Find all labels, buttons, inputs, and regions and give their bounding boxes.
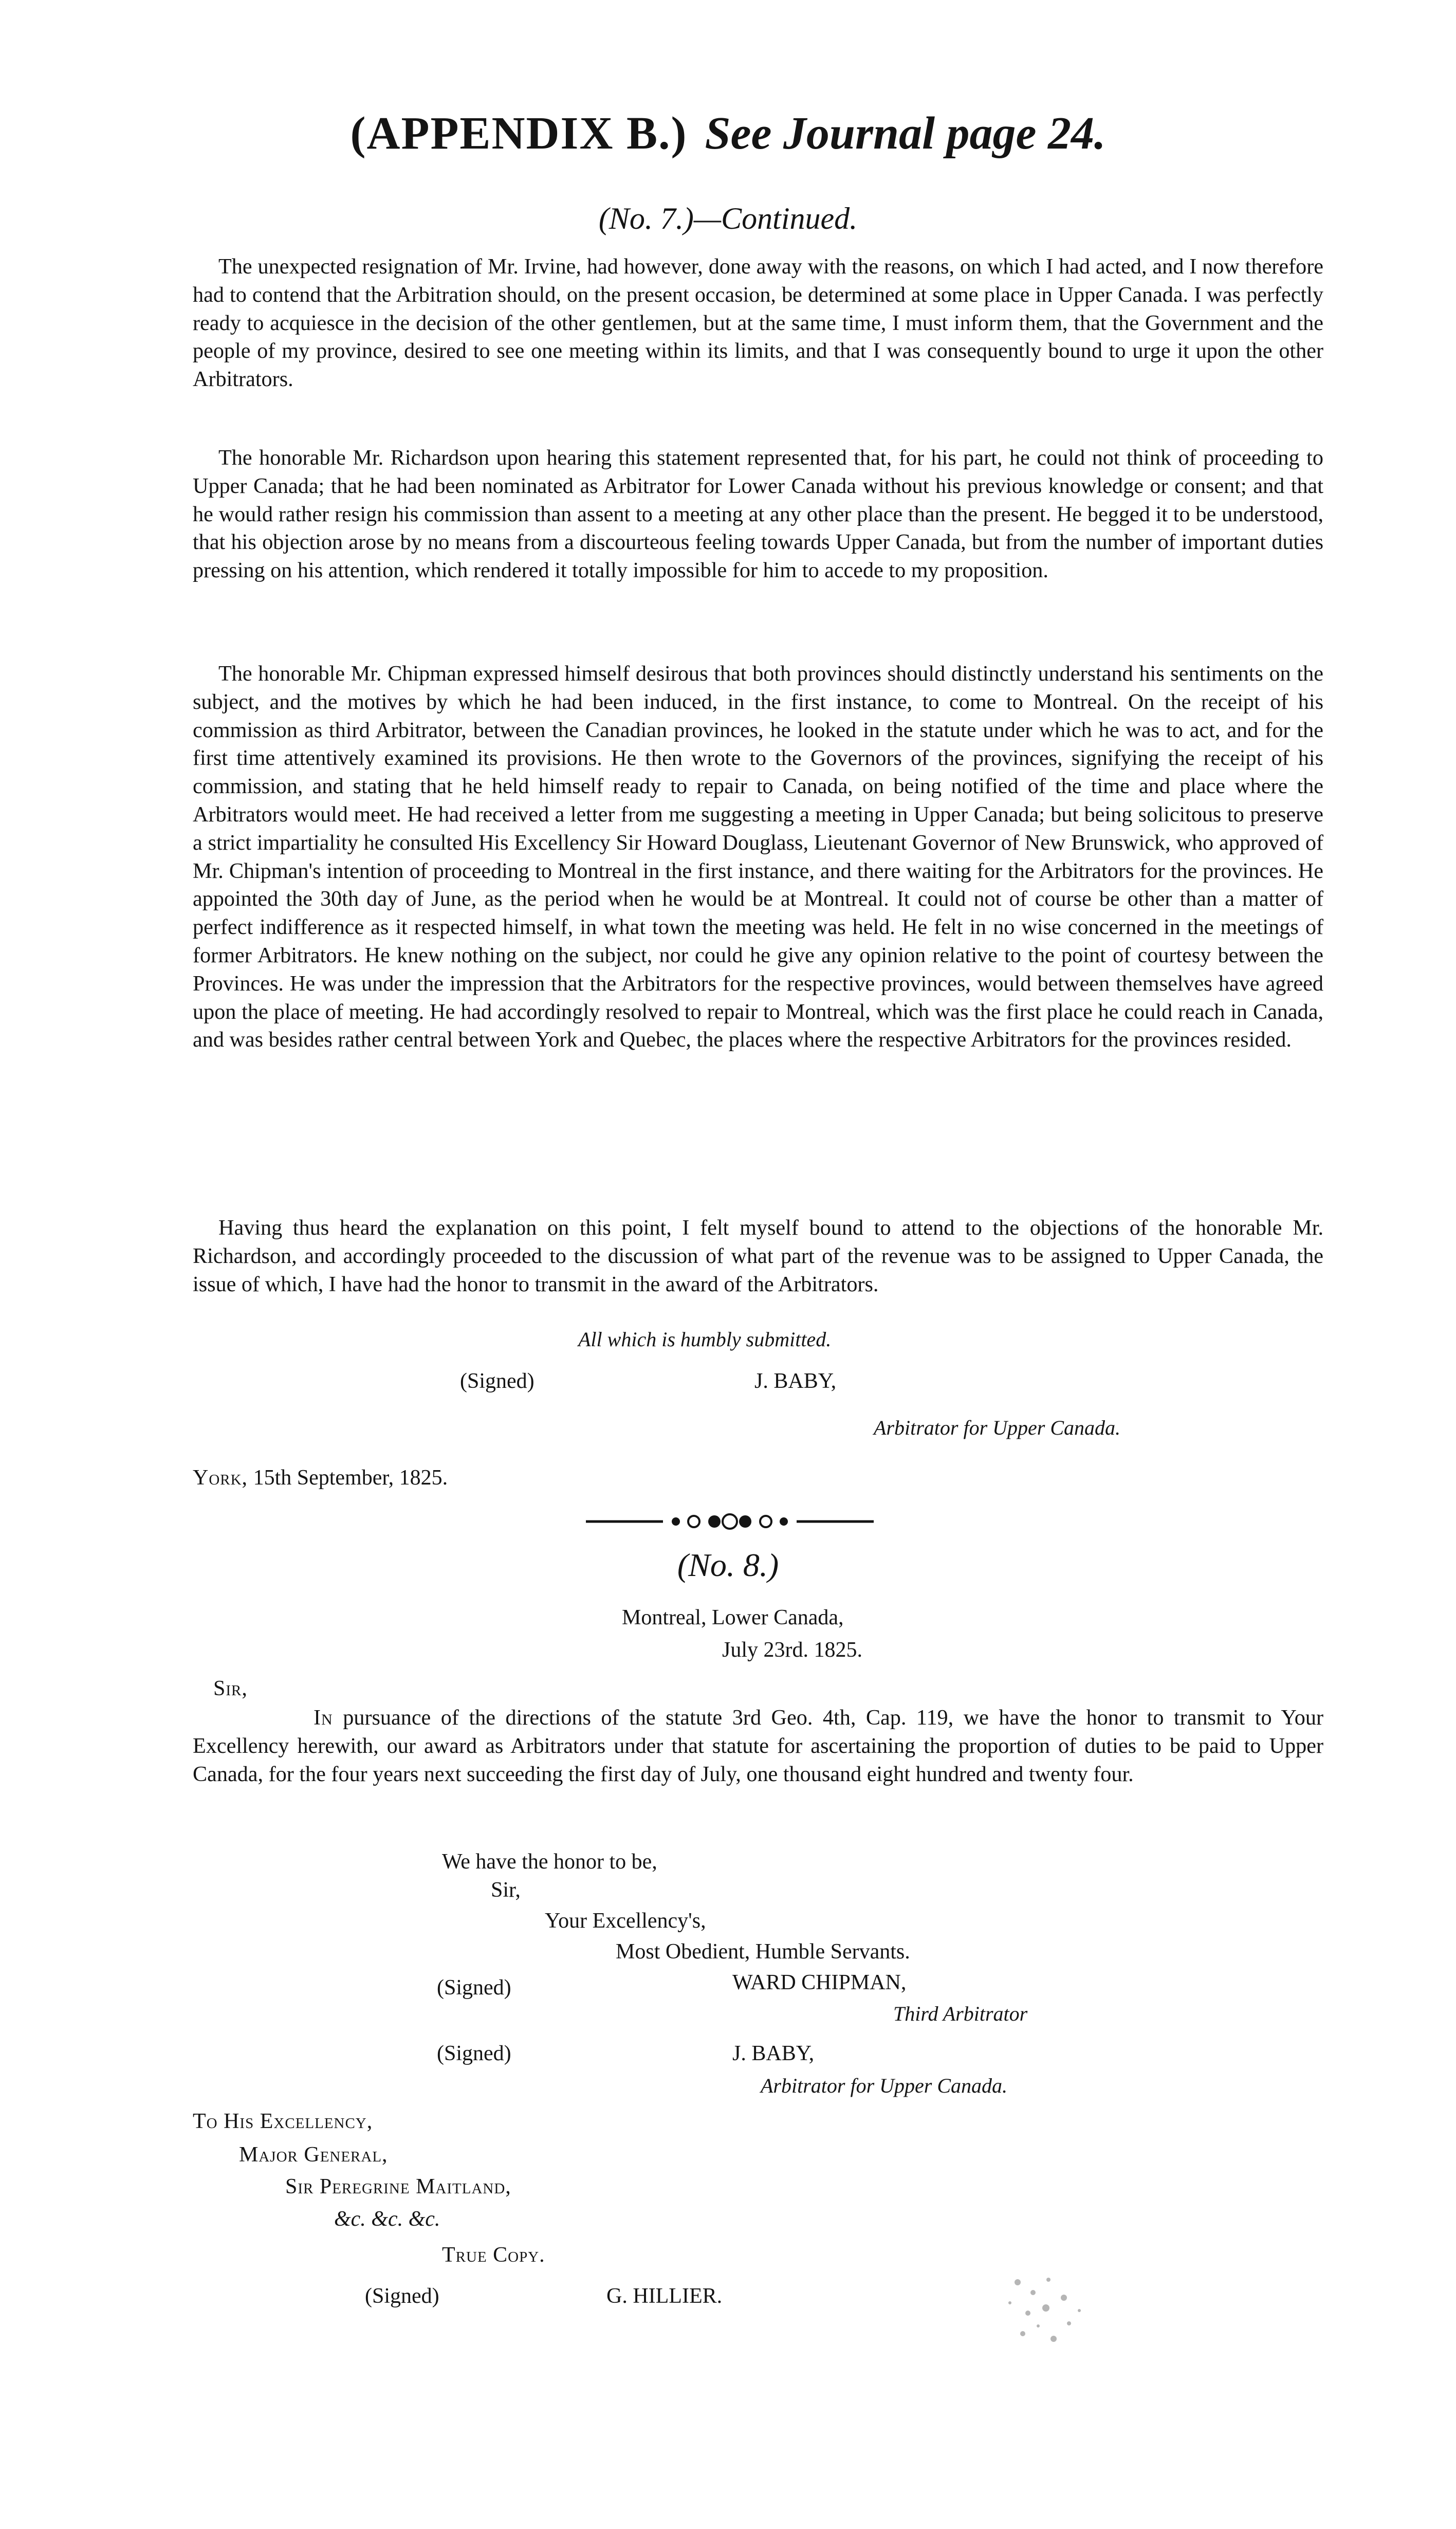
- closing-line: All which is humbly submitted.: [578, 1328, 832, 1351]
- ornament-divider: [586, 1511, 874, 1532]
- signer-name: J. BABY,: [754, 1369, 837, 1393]
- final-signer-name: G. HILLIER.: [606, 2284, 723, 2308]
- dateline-date: 15th September, 1825.: [253, 1466, 448, 1490]
- signature-2-title: Arbitrator for Upper Canada.: [761, 2074, 1008, 2097]
- journal-reference: See Journal page 24.: [705, 108, 1106, 159]
- final-signed-label: (Signed): [365, 2284, 439, 2308]
- appendix-label: (APPENDIX B.): [350, 108, 688, 159]
- closing-line-1: We have the honor to be,: [442, 1850, 657, 1874]
- addressee-line-2: Major General,: [239, 2143, 388, 2167]
- paragraph-3: The honorable Mr. Chipman expressed himself desirous that both provinces should distinctly understand his sentiments on the subject, and the motives by which he had been induced, in the first instance, to come to Montreal. On the receipt of his commission as third Arbitrator, between the Canadian provinces, he looked in the statute under which he was to act, and for the first time attentively examined its provisions. He then wrote to the Governors of the provinces, signifying the receipt of his commission, and stating that he held himself ready to repair to Canada, on being notified of the time and place where the Arbitrators would meet. He had received a letter from me suggesting a meeting in Upper Canada; but being solicitous to preserve a strict impartiality he consulted His Excellency Sir Howard Douglass, Lieutenant Governor of New Brunswick, who approved of Mr. Chipman's intention of proceeding to Montreal in the first instance, and there waiting for the Arbitrators for the provinces. He appointed the 30th day of June, as the period when he would be at Montreal. It could not of course be other than a matter of perfect indifference as it respected himself, in what town the meeting was held. He felt in no wise concerned in the meetings of former Arbitrators. He knew nothing on the subject, nor could he give any opinion relative to the point of courtesy between the Provinces. He was under the impression that the Arbitrators for the respective provinces, would between themselves have agreed upon the place of meeting. He had accordingly resolved to repair to Montreal, which was the first place he could reach in Canada, and was besides rather central between York and Quebec, the places where the respective Arbitrators for the provinces resided.: [193, 662, 1323, 1052]
- letter-body-first-word: In: [314, 1706, 333, 1730]
- letter-place: Montreal, Lower Canada,: [622, 1606, 844, 1629]
- section-heading-no8: (No. 8.): [677, 1547, 779, 1583]
- signature-2-name: J. BABY,: [732, 2042, 815, 2065]
- letter-date: July 23rd. 1825.: [722, 1638, 862, 1662]
- section-heading-no7: (No. 7.)—Continued.: [598, 201, 858, 235]
- letter-salutation: Sir,: [213, 1677, 248, 1700]
- true-copy-label: True Copy.: [442, 2243, 545, 2267]
- dateline: [193, 1464, 448, 1492]
- addressee-line-1: To His Excellency,: [193, 2110, 373, 2133]
- letter-body-text: pursuance of the directions of the statute 3rd Geo. 4th, Cap. 119, we have the honor to transmit to Your Excellency herewith, our award as Arbitrators under that statute for ascertaining the proportion of duties to be paid to Upper Canada, for the four years next succeeding the first day of July, one thousand eight hundred and twenty four.: [193, 1706, 1323, 1786]
- addressee-line-3: Sir Peregrine Maitland,: [285, 2175, 511, 2198]
- addressee-line-4: &c. &c. &c.: [334, 2207, 440, 2231]
- page-header: [0, 105, 1456, 162]
- closing-line-4: Most Obedient, Humble Servants.: [616, 1940, 910, 1964]
- paragraph-2: The honorable Mr. Richardson upon hearing this statement represented that, for his part, he could not think of proceeding to Upper Canada; that he had been nominated as Arbitrator for Lower Canada without his previous knowledge or consent; and that he would rather resign his commission than assent to a meeting at any other place than the present. He begged it to be understood, that his objection arose by no means from a discourteous feeling towards Upper Canada, but from the number of important duties pressing on his attention, which rendered it totally impossible for him to accede to my proposition.: [193, 446, 1323, 583]
- paragraph-4: Having thus heard the explanation on this point, I felt myself bound to attend to the objections of the honorable Mr. Richardson, and accordingly proceeded to the discussion of what part of the revenue was to be assigned to Upper Canada, the issue of which, I have had the honor to transmit in the award of the Arbitrators.: [193, 1216, 1323, 1296]
- signed-label: (Signed): [460, 1369, 535, 1393]
- scan-noise-blot: [997, 2267, 1090, 2354]
- dateline-place: York,: [193, 1466, 248, 1490]
- paragraph-1: The unexpected resignation of Mr. Irvine, had however, done away with the reasons, on which I had acted, and I now therefore had to contend that the Arbitration should, on the present occasion, be determined at some place in Upper Canada. I was perfectly ready to acquiesce in the decision of the other gentlemen, but at the same time, I must inform them, that the Government and the people of my province, desired to see one meeting within its limits, and that I was consequently bound to urge it upon the other Arbitrators.: [193, 254, 1323, 392]
- signature-1-label: (Signed): [437, 1976, 511, 2000]
- signer-title: Arbitrator for Upper Canada.: [874, 1416, 1121, 1439]
- closing-line-2: Sir,: [491, 1878, 521, 1902]
- signature-1-name: WARD CHIPMAN,: [732, 1971, 907, 1994]
- signature-1-title: Third Arbitrator: [893, 2002, 1028, 2025]
- signature-2-label: (Signed): [437, 2042, 511, 2065]
- closing-line-3: Your Excellency's,: [545, 1909, 706, 1933]
- letter-body: [193, 1704, 1323, 1788]
